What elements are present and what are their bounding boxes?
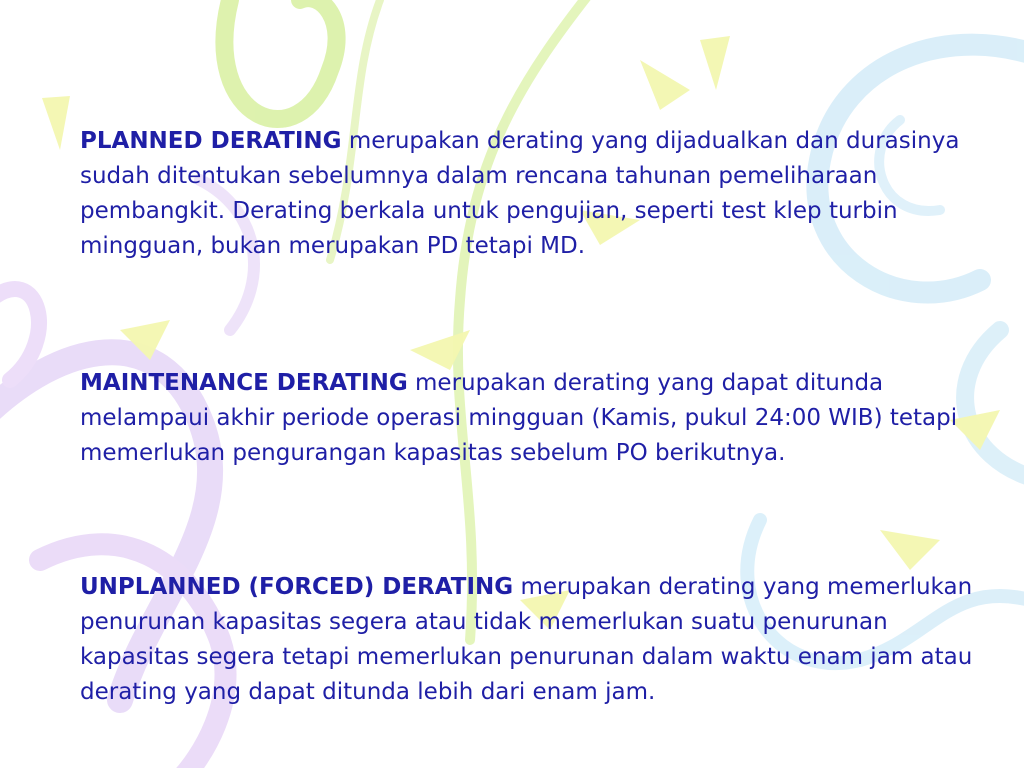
yellow-confetti-5 (880, 530, 940, 570)
purple-ribbon-2 (0, 289, 39, 380)
yellow-confetti-2 (640, 60, 690, 110)
term-planned-derating: PLANNED DERATING (80, 128, 342, 154)
paragraph-unplanned-derating (80, 570, 975, 710)
yellow-confetti-1 (42, 96, 70, 150)
green-ribbon-1 (224, 0, 336, 119)
definition-unplanned-derating: merupakan derating yang memerlukan penurunan kapasitas segera atau tidak memerlukan suatu penurunan kapasitas segera tetapi memerlukan penurunan dalam waktu enam jam atau derating yang dapat ditunda lebih dari enam jam. (80, 574, 973, 705)
yellow-confetti-3 (700, 36, 730, 90)
term-maintenance-derating: MAINTENANCE DERATING (80, 370, 408, 396)
definition-planned-derating: merupakan derating yang dijadualkan dan durasinya sudah ditentukan sebelumnya dalam rencana tahunan pemeliharaan pembangkit. Derating berkala untuk pengujian, seperti test klep turbin mingguan, bukan merupakan PD tetapi MD. (80, 128, 960, 259)
green-ribbon-2 (458, 0, 600, 640)
term-unplanned-derating: UNPLANNED (FORCED) DERATING (80, 574, 514, 600)
definition-maintenance-derating: merupakan derating yang dapat ditunda melampaui akhir periode operasi mingguan (Kamis, pukul 24:00 WIB) tetapi memerlukan pengurangan kapasitas sebelum PO berikutnya. (80, 370, 958, 466)
paragraph-maintenance-derating (80, 366, 975, 471)
paragraph-planned-derating (80, 124, 975, 264)
